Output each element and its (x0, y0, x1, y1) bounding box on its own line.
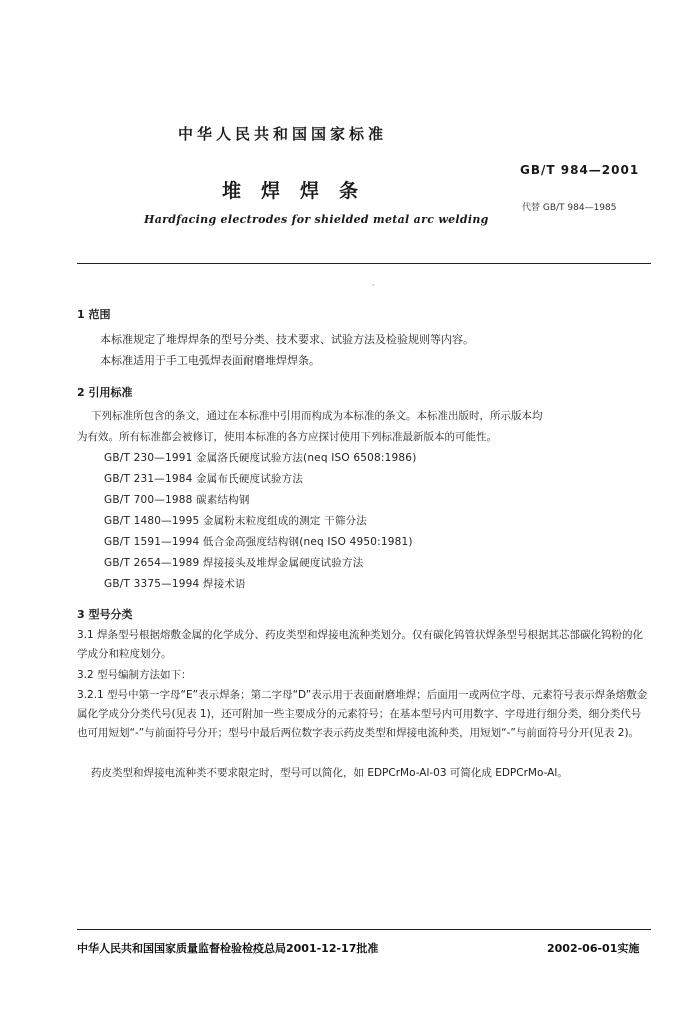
section-1-heading: 1 范围 (77, 308, 111, 321)
reference-item: GB/T 2654—1989 焊接接头及堆焊金属硬度试验方法 (104, 557, 364, 569)
section-1-paragraph-1: 本标准规定了堆焊焊条的型号分类、技术要求、试验方法及检验规则等内容。 (100, 333, 474, 346)
section-3-heading: 3 型号分类 (77, 608, 133, 621)
reference-item: GB/T 231—1984 金属布氏硬度试验方法 (104, 473, 304, 485)
reference-item: GB/T 3375—1994 焊接术语 (104, 578, 246, 590)
national-standard-heading: 中华人民共和国国家标准 (178, 125, 388, 143)
section-2-heading: 2 引用标准 (77, 386, 133, 399)
replaces-note: 代替 GB/T 984—1985 (522, 203, 617, 213)
standard-title-en: Hardfacing electrodes for shielded metal arc welding (144, 213, 489, 226)
section-2-intro-line-2: 为有效。所有标准都会被修订，使用本标准的各方应探讨使用下列标准最新版本的可能性。 (77, 431, 497, 443)
center-dot: · (372, 281, 375, 290)
clause-3-1: 3.1 焊条型号根据熔敷金属的化学成分、药皮类型和焊接电流种类划分。仅有碳化钨管状焊条型号根据其芯部碳化钨粉的化学成分和粒度划分。 (77, 629, 644, 660)
simplified-designation-note: 药皮类型和焊接电流种类不要求限定时，型号可以简化，如 EDPCrMo-Al-03 可简化成 EDPCrMo-Al。 (91, 767, 568, 779)
clause-3-2: 3.2 型号编制方法如下： (77, 669, 192, 681)
section-2-intro-line-1: 下列标准所包含的条文，通过在本标准中引用而构成为本标准的条文。本标准出版时，所示版本均 (91, 410, 543, 422)
approval-statement: 中华人民共和国国家质量监督检验检疫总局2001-12-17批准 (77, 942, 379, 955)
header-divider (77, 263, 651, 264)
implementation-date: 2002-06-01实施 (547, 942, 640, 955)
reference-item: GB/T 230—1991 金属洛氏硬度试验方法(neq ISO 6508:1986) (104, 452, 417, 464)
clause-3-2-1: 3.2.1 型号中第一字母“E”表示焊条；第二字母“D”表示用于表面耐磨堆焊；后面用一或两位字母、元素符号表示焊条熔敷金属化学成分分类代号(见表 1)，还可附加一些主要成分的元素符号；在基本型号内可用数字、字母进行细分类，细分类代号也可用短划“-”与前面符号分开；型号中最后两位数字表示药皮类型和焊接电流种类，用短划“-”与前面符号分开(见表 2)。 (77, 689, 648, 739)
reference-item: GB/T 1480—1995 金属粉末粒度组成的测定 干筛分法 (104, 515, 367, 527)
section-1-paragraph-2: 本标准适用于手工电弧焊表面耐磨堆焊焊条。 (100, 354, 320, 367)
reference-item: GB/T 700—1988 碳素结构钢 (104, 494, 250, 506)
reference-item: GB/T 1591—1994 低合金高强度结构钢(neq ISO 4950:1981) (104, 536, 413, 548)
standard-code: GB/T 984—2001 (520, 163, 640, 177)
standard-title-cn: 堆焊焊条 (222, 180, 379, 202)
footer-divider (77, 929, 651, 930)
